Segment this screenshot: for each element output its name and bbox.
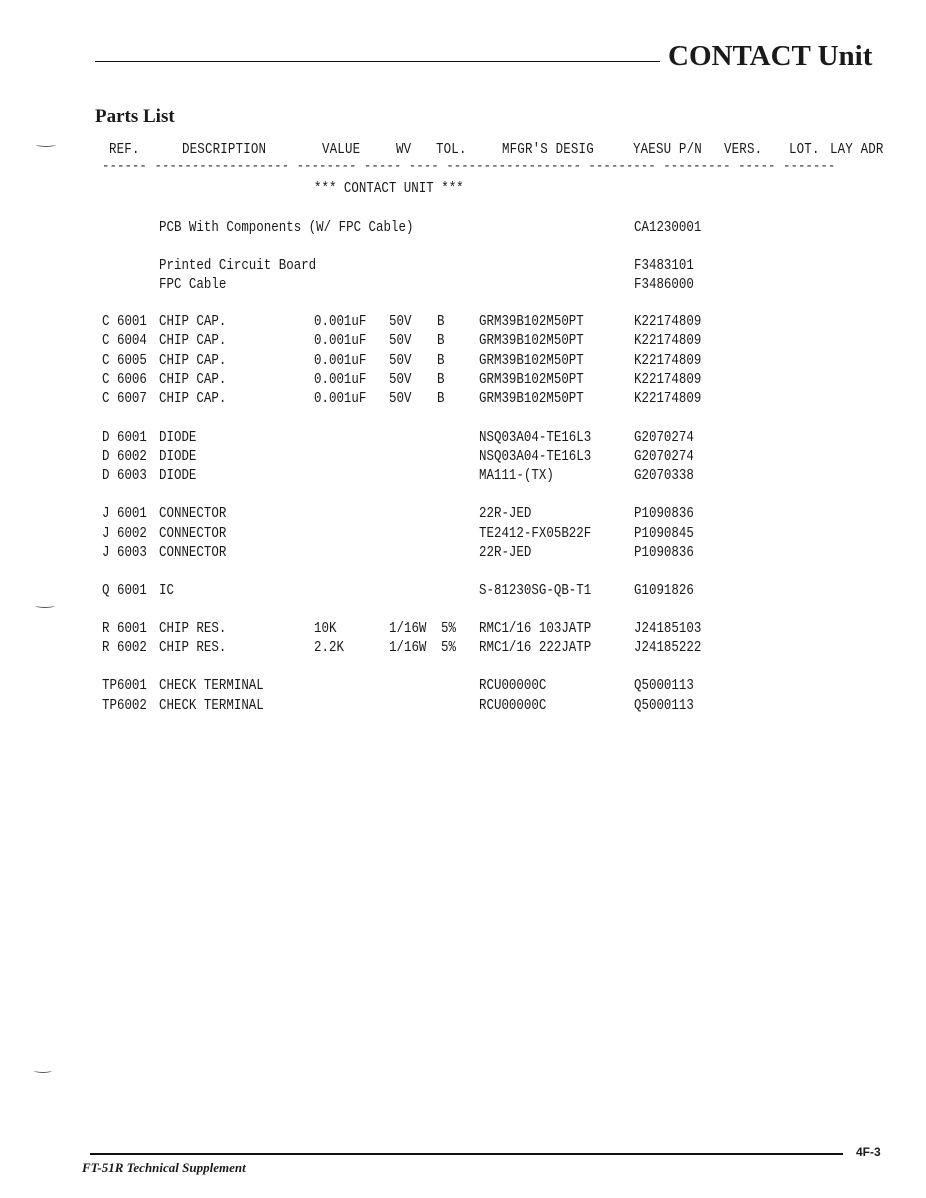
part-number: K22174809 <box>634 314 702 330</box>
part-tol: B <box>437 333 445 349</box>
part-ref: C 6007 <box>102 391 147 407</box>
part-ref: J 6001 <box>102 506 147 522</box>
scan-mark <box>34 1068 52 1073</box>
part-ref: TP6001 <box>102 678 147 694</box>
part-value: 10K <box>314 621 337 637</box>
column-header-lay-adr: LAY ADR <box>830 142 884 158</box>
part-number: G2070338 <box>634 468 694 484</box>
part-wv: 1/16W <box>389 640 427 656</box>
part-number: G2070274 <box>634 430 694 446</box>
part-mfgr-desig: NSQ03A04-TE16L3 <box>479 449 592 465</box>
part-description: CHIP RES. <box>159 640 227 656</box>
part-ref: R 6001 <box>102 621 147 637</box>
part-number: Q5000113 <box>634 678 694 694</box>
part-mfgr-desig: GRM39B102M50PT <box>479 314 584 330</box>
section-title: CONTACT Unit <box>668 40 873 72</box>
part-description: DIODE <box>159 430 197 446</box>
part-ref: Q 6001 <box>102 583 147 599</box>
part-value: 0.001uF <box>314 333 367 349</box>
part-mfgr-desig: GRM39B102M50PT <box>479 333 584 349</box>
document-title: FT-51R Technical Supplement <box>82 1160 246 1175</box>
assembly-part-number: F3483101 <box>634 258 694 274</box>
part-number: P1090836 <box>634 545 694 561</box>
part-description: CHIP RES. <box>159 621 227 637</box>
part-tol: B <box>437 314 445 330</box>
part-ref: J 6003 <box>102 545 147 561</box>
part-mfgr-desig: TE2412-FX05B22F <box>479 526 592 542</box>
part-number: J24185222 <box>634 640 702 656</box>
part-value: 0.001uF <box>314 372 367 388</box>
part-ref: D 6002 <box>102 449 147 465</box>
part-description: CHECK TERMINAL <box>159 678 264 694</box>
unit-banner: *** CONTACT UNIT *** <box>314 181 464 197</box>
column-header-mfgr-desig: MFGR'S DESIG <box>502 142 594 158</box>
page-number: 4F-3 <box>856 1145 881 1159</box>
part-tol: 5% <box>441 621 456 637</box>
column-header-value: VALUE <box>322 142 361 158</box>
column-header-ref: REF. <box>109 142 140 158</box>
part-mfgr-desig: GRM39B102M50PT <box>479 353 584 369</box>
assembly-part-number: CA1230001 <box>634 220 702 236</box>
part-mfgr-desig: 22R-JED <box>479 545 532 561</box>
part-description: CHECK TERMINAL <box>159 698 264 714</box>
part-description: CHIP CAP. <box>159 333 227 349</box>
part-number: Q5000113 <box>634 698 694 714</box>
part-wv: 50V <box>389 314 412 330</box>
column-header-wv: WV <box>396 142 412 158</box>
part-ref: C 6006 <box>102 372 147 388</box>
header-separator: ------ ------------------ -------- ----- ---- ------------------ --------- --------- ----- ------- <box>102 159 836 175</box>
part-tol: B <box>437 372 445 388</box>
part-description: DIODE <box>159 449 197 465</box>
scan-mark <box>35 603 55 608</box>
part-mfgr-desig: NSQ03A04-TE16L3 <box>479 430 592 446</box>
part-description: CONNECTOR <box>159 526 227 542</box>
part-value: 0.001uF <box>314 391 367 407</box>
part-value: 0.001uF <box>314 314 367 330</box>
assembly-description: PCB With Components (W/ FPC Cable) <box>159 220 414 236</box>
assembly-description: Printed Circuit Board <box>159 258 317 274</box>
part-mfgr-desig: RCU00000C <box>479 698 547 714</box>
part-number: K22174809 <box>634 353 702 369</box>
footer-rule <box>90 1153 843 1155</box>
part-number: G1091826 <box>634 583 694 599</box>
part-mfgr-desig: 22R-JED <box>479 506 532 522</box>
part-tol: B <box>437 391 445 407</box>
part-ref: C 6001 <box>102 314 147 330</box>
part-description: CONNECTOR <box>159 545 227 561</box>
part-wv: 1/16W <box>389 621 427 637</box>
part-wv: 50V <box>389 372 412 388</box>
part-ref: D 6003 <box>102 468 147 484</box>
part-ref: C 6004 <box>102 333 147 349</box>
column-header-tol: TOL. <box>436 142 467 158</box>
part-number: K22174809 <box>634 333 702 349</box>
part-mfgr-desig: GRM39B102M50PT <box>479 372 584 388</box>
part-number: K22174809 <box>634 372 702 388</box>
part-description: CONNECTOR <box>159 506 227 522</box>
part-mfgr-desig: GRM39B102M50PT <box>479 391 584 407</box>
part-description: CHIP CAP. <box>159 372 227 388</box>
part-ref: R 6002 <box>102 640 147 656</box>
part-ref: D 6001 <box>102 430 147 446</box>
part-wv: 50V <box>389 333 412 349</box>
part-mfgr-desig: S-81230SG-QB-T1 <box>479 583 592 599</box>
part-description: DIODE <box>159 468 197 484</box>
part-mfgr-desig: RCU00000C <box>479 678 547 694</box>
column-header-lot: LOT. <box>789 142 820 158</box>
part-tol: B <box>437 353 445 369</box>
scan-mark <box>36 142 56 147</box>
part-ref: C 6005 <box>102 353 147 369</box>
column-header-vers: VERS. <box>724 142 763 158</box>
part-value: 2.2K <box>314 640 344 656</box>
part-description: CHIP CAP. <box>159 353 227 369</box>
part-value: 0.001uF <box>314 353 367 369</box>
part-number: J24185103 <box>634 621 702 637</box>
part-description: CHIP CAP. <box>159 314 227 330</box>
part-description: CHIP CAP. <box>159 391 227 407</box>
part-description: IC <box>159 583 174 599</box>
column-header-description: DESCRIPTION <box>182 142 267 158</box>
part-mfgr-desig: RMC1/16 222JATP <box>479 640 592 656</box>
part-ref: J 6002 <box>102 526 147 542</box>
part-wv: 50V <box>389 391 412 407</box>
part-wv: 50V <box>389 353 412 369</box>
part-mfgr-desig: RMC1/16 103JATP <box>479 621 592 637</box>
assembly-description: FPC Cable <box>159 277 227 293</box>
part-mfgr-desig: MA111-(TX) <box>479 468 554 484</box>
column-header-yaesu-pn: YAESU P/N <box>633 142 702 158</box>
header-rule <box>95 61 660 62</box>
part-ref: TP6002 <box>102 698 147 714</box>
parts-list-title: Parts List <box>95 106 175 127</box>
part-number: P1090845 <box>634 526 694 542</box>
part-tol: 5% <box>441 640 456 656</box>
part-number: G2070274 <box>634 449 694 465</box>
part-number: K22174809 <box>634 391 702 407</box>
part-number: P1090836 <box>634 506 694 522</box>
assembly-part-number: F3486000 <box>634 277 694 293</box>
